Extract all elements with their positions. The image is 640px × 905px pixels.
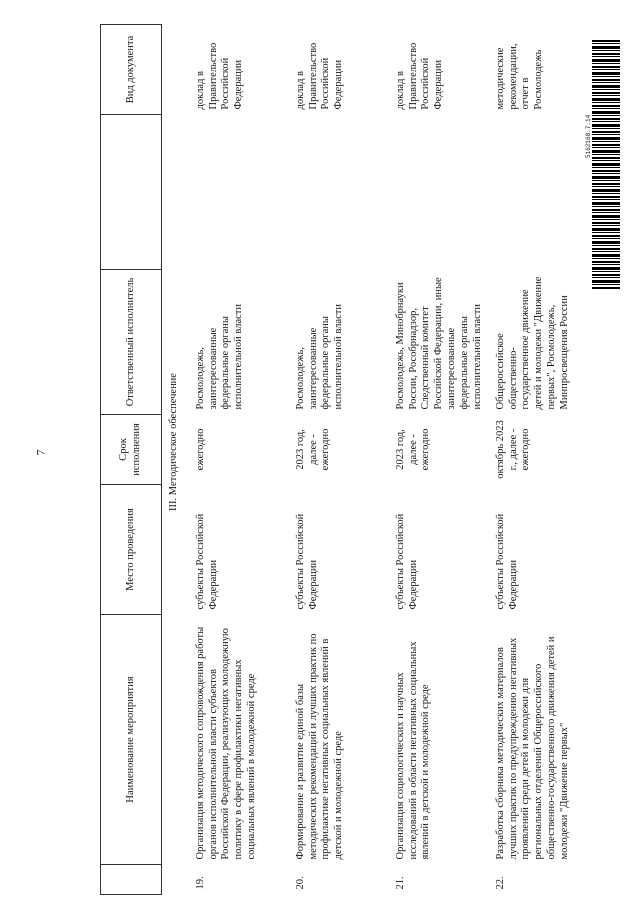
event-name: Формирование и развитие единой базы методических рекомендаций и лучших практик по профилактике негативных социальных явлений в детской и молодежной среде bbox=[294, 633, 345, 860]
header-place: Место проведения bbox=[101, 485, 162, 615]
rotated-table-frame bbox=[100, 25, 570, 895]
event-executor: Росмолодежь, заинтересованные федеральные органы исполнительной власти bbox=[194, 304, 245, 410]
section-title: III. Методическое обеспечение bbox=[168, 373, 179, 511]
row-number: 19. bbox=[194, 876, 206, 890]
header-deadline: Срок исполнения bbox=[101, 415, 162, 485]
table-row bbox=[489, 25, 589, 895]
event-deadline: ежегодно bbox=[194, 428, 206, 471]
header-executor: Ответственный исполнитель bbox=[101, 270, 162, 415]
event-place: субъекты Российской Федерации bbox=[494, 513, 519, 610]
table-row bbox=[289, 25, 389, 895]
event-executor: Общероссийское общественно-государственное движение детей и молодежи "Движение первых", Росмолодежь, Минпросвещения России bbox=[494, 276, 570, 410]
header-spacer bbox=[101, 115, 162, 270]
event-doctype: доклад в Правительство Российской Федерации bbox=[394, 42, 445, 110]
row-number: 22. bbox=[494, 876, 506, 890]
event-doctype: методические рекомендации, отчет в Росмолодежь bbox=[494, 43, 545, 110]
event-doctype: доклад в Правительство Российской Федерации bbox=[194, 42, 245, 110]
event-name: Организация социологических и научных исследований в области негативных социальных явлений в детской и молодежной среде bbox=[394, 641, 432, 860]
event-deadline: октябрь 2023 г., далее - ежегодно bbox=[494, 420, 532, 479]
event-deadline: 2023 год, далее - ежегодно bbox=[394, 428, 432, 471]
event-doctype: доклад в Правительство Российской Федерации bbox=[294, 42, 345, 110]
barcode-caption: 5162168.7.14 bbox=[585, 114, 592, 158]
page-number: 7 bbox=[33, 449, 48, 456]
row-number: 20. bbox=[294, 876, 306, 890]
header-num bbox=[101, 865, 162, 895]
event-executor: Росмолодежь, Минобрнауки России, Рособрнадзор, Следственный комитет Российской Федерации, иные заинтересованные федеральные органы исполнительной власти bbox=[394, 277, 483, 410]
table-header-row bbox=[101, 25, 162, 895]
event-place: субъекты Российской Федерации bbox=[194, 513, 219, 610]
event-place: субъекты Российской Федерации bbox=[294, 513, 319, 610]
table-row bbox=[189, 25, 289, 895]
header-doctype: Вид документа bbox=[101, 25, 162, 115]
barcode bbox=[592, 40, 620, 290]
event-name: Разработка сборника методических материалов лучших практик по предупреждению негативных проявлений среди детей и молодежи для региональных отделений Общероссийского общественно-государственного движения детей и молодежи "Движение первых" bbox=[494, 636, 570, 860]
events-table bbox=[100, 24, 589, 895]
event-place: субъекты Российской Федерации bbox=[394, 513, 419, 610]
row-number: 21. bbox=[394, 876, 406, 890]
section-row bbox=[162, 25, 189, 895]
table-row bbox=[389, 25, 489, 895]
header-name: Наименование мероприятия bbox=[101, 615, 162, 865]
event-executor: Росмолодежь, заинтересованные федеральные органы исполнительной власти bbox=[294, 304, 345, 410]
barcode-bars bbox=[592, 40, 620, 290]
event-name: Организация методического сопровождения работы органов исполнительной власти субъектов Российской Федерации, реализующих молодежную политику в сфере профилактики негативных социальных явлений в молодежной среде bbox=[194, 626, 257, 860]
event-deadline: 2023 год, далее - ежегодно bbox=[294, 428, 332, 471]
